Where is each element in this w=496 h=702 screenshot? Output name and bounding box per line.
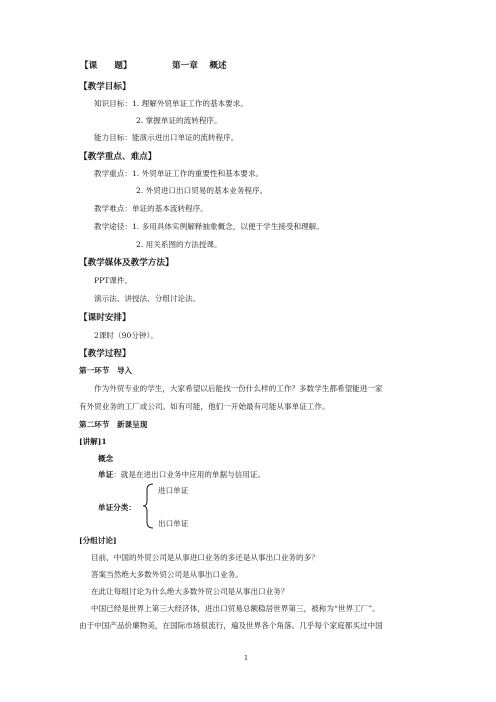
section-heading-process: 【教学过程】 xyxy=(79,349,131,359)
classification-item-export: 出口单证 xyxy=(158,519,189,528)
definition-line xyxy=(98,470,265,480)
keypoint-line-1: 教学重点：1. 外贸单证工作的重要性和基本要求。 xyxy=(94,169,264,178)
goal-ability: 能力目标：能演示进出口单证的流转程序。 xyxy=(94,133,239,142)
concept-heading: 概念 xyxy=(98,454,114,463)
discussion-line-5: 由于中国产品价廉物美，在国际市场很流行，遍及世界各个角落。几乎每个家庭都买过中国 xyxy=(79,621,383,630)
media-line-1: PPT课件。 xyxy=(94,276,133,285)
goal-knowledge-1: 知识目标：1. 理解外贸单证工作的基本要求。 xyxy=(94,99,248,108)
goal-knowledge-2: 2. 掌握单证的流转程序。 xyxy=(136,116,222,125)
keypoint-line-5: 2. 用关系图的方法授课。 xyxy=(136,240,222,249)
stage-1-text-2: 有外贸业务的工厂或公司。如有可能，他们一开始最有可能从事单证工作。 xyxy=(79,402,330,411)
discussion-line-3: 在此让每组讨论为什么绝大多数外贸公司是从事出口业务？ xyxy=(91,587,289,596)
stage-2-title: 第二环节 新课呈现 xyxy=(79,420,148,429)
lesson-title: 第一章 概述 xyxy=(172,61,227,71)
definition-text: ：就是在进出口业务中应用的单据与信用证。 xyxy=(113,470,266,479)
lecture-label: [讲解]1 xyxy=(79,437,107,446)
page-number: 1 xyxy=(244,654,249,662)
stage-1-title: 第一环节 导入 xyxy=(79,366,133,375)
section-heading-goals: 【教学目标】 xyxy=(79,82,131,92)
classification-brace xyxy=(143,483,155,529)
section-heading-media: 【教学媒体及教学方法】 xyxy=(79,258,174,268)
classification-item-import: 进口单证 xyxy=(158,486,189,495)
group-discussion-label: [分组讨论] xyxy=(79,536,117,545)
stage-1-text-1: 作为外贸专业的学生，大家希望以后能找一份什么样的工作？多数学生都希望能进一家 xyxy=(94,384,383,393)
definition-term: 单证 xyxy=(98,470,114,479)
section-heading-hours: 【课时安排】 xyxy=(79,313,131,323)
hours-line: 2课时（90分钟）。 xyxy=(94,331,158,340)
lesson-title-label: 【课 题】 xyxy=(80,61,132,71)
keypoint-line-3: 教学难点：单证的基本流转程序。 xyxy=(94,204,208,213)
discussion-line-1: 目前，中国的外贸公司是从事进口业务的多还是从事出口业务的多？ xyxy=(91,553,319,562)
section-heading-keypoints: 【教学重点、难点】 xyxy=(79,152,157,162)
discussion-line-4: 中国已经是世界上第三大经济体，进出口贸易总额稳居世界第三，被称为“世界工厂”。 xyxy=(91,604,380,613)
classification-label: 单证分类： xyxy=(98,503,136,512)
keypoint-line-4: 教学途径：1. 多用具体实例解释抽象概念，以便于学生接受和理解。 xyxy=(94,222,324,231)
media-line-2: 演示法、讲授法、分组讨论法。 xyxy=(94,294,201,303)
discussion-line-2: 答案当然绝大多数外贸公司是从事出口业务。 xyxy=(91,570,243,579)
keypoint-line-2: 2. 外贸进口出口贸易的基本业务程序。 xyxy=(136,186,268,195)
